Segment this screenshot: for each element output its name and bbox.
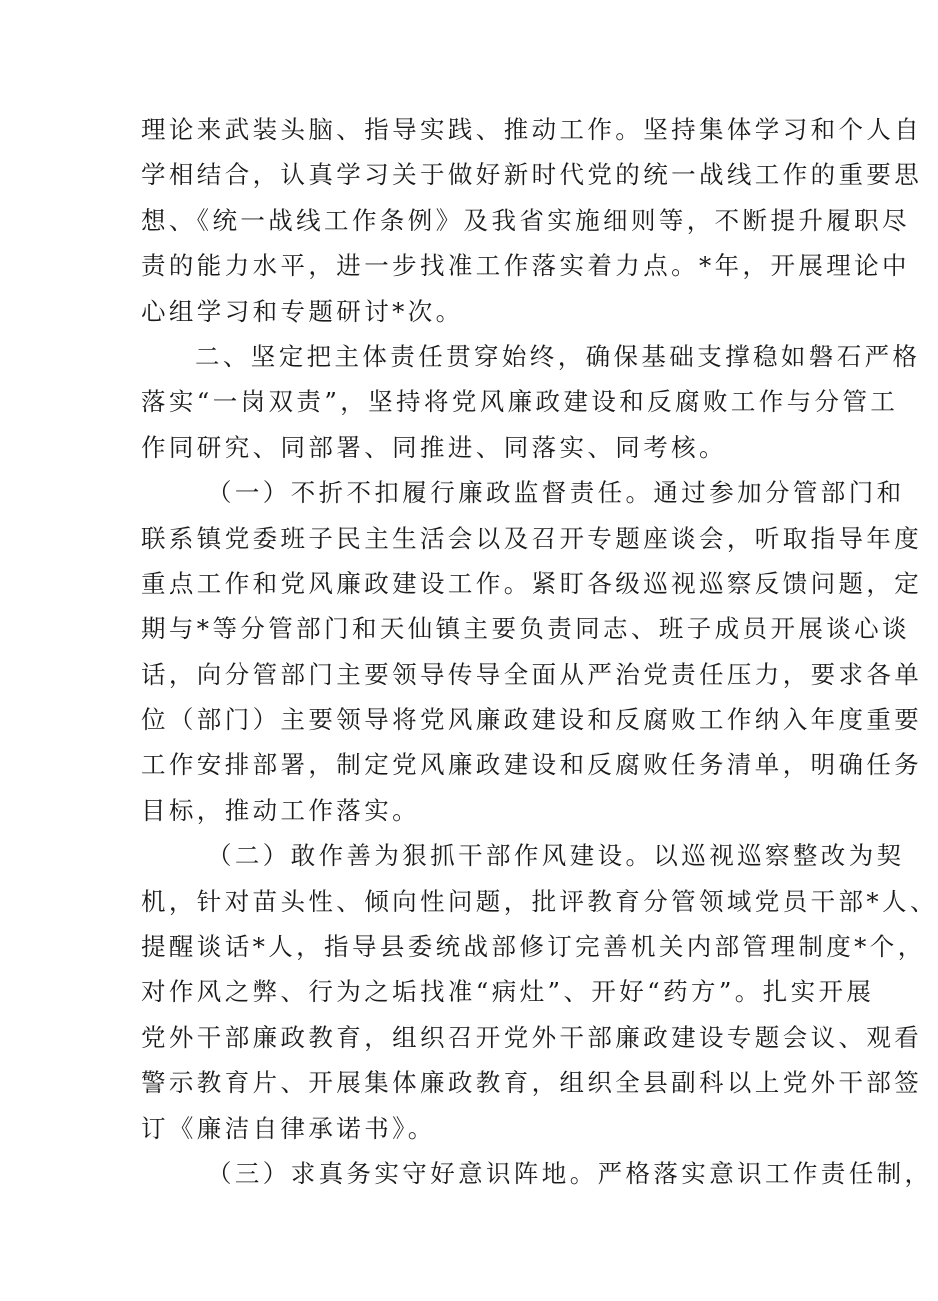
subsection-heading-line: （二）敢作善为狠抓干部作风建设。以巡视巡察整改为契 <box>207 841 905 871</box>
paragraph-line: 提醒谈话*人，指导县委统战部修订完善机关内部管理制度*个， <box>141 932 926 962</box>
paragraph-line: 联系镇党委班子民主生活会以及召开专题座谈会，听取指导年度 <box>141 523 923 553</box>
paragraph-line: 作同研究、同部署、同推进、同落实、同考核。 <box>141 432 727 462</box>
paragraph-line: 学相结合，认真学习关于做好新时代党的统一战线工作的重要思 <box>141 160 923 190</box>
paragraph-line: 话，向分管部门主要领导传导全面从严治党责任压力，要求各单 <box>141 659 923 689</box>
section-heading-line: 二、坚定把主体责任贯穿始终，确保基础支撑稳如磐石严格 <box>195 341 921 371</box>
paragraph-line: 责的能力水平，进一步找准工作落实着力点。*年，开展理论中 <box>141 251 910 281</box>
paragraph-line: 警示教育片、开展集体廉政教育，组织全县副科以上党外干部签 <box>141 1068 923 1098</box>
subsection-heading-line: （三）求真务实守好意识阵地。严格落实意识工作责任制， <box>207 1158 933 1188</box>
document-body <box>141 107 938 1196</box>
paragraph-line: 订《廉洁自律承诺书》。 <box>141 1113 436 1143</box>
paragraph-line: 工作安排部署，制定党风廉政建设和反腐败任务清单，明确任务 <box>141 750 923 780</box>
paragraph-line: 机，针对苗头性、倾向性问题，批评教育分管领域党员干部*人、 <box>141 886 938 916</box>
paragraph-line: 期与*等分管部门和天仙镇主要负责同志、班子成员开展谈心谈 <box>141 614 910 644</box>
subsection-heading-line: （一）不折不扣履行廉政监督责任。通过参加分管部门和 <box>207 478 905 508</box>
paragraph-line: 目标，推动工作落实。 <box>141 795 420 825</box>
paragraph-line: 党外干部廉政教育，组织召开党外干部廉政建设专题会议、观看 <box>141 1022 923 1052</box>
paragraph-line: 落实“一岗双责”，坚持将党风廉政建设和反腐败工作与分管工 <box>141 387 899 417</box>
paragraph-line: 重点工作和党风廉政建设工作。紧盯各级巡视巡察反馈问题，定 <box>141 568 923 598</box>
paragraph-line: 理论来武装头脑、指导实践、推动工作。坚持集体学习和个人自 <box>141 115 923 144</box>
paragraph-line: 位（部门）主要领导将党风廉政建设和反腐败工作纳入年度重要 <box>141 705 923 735</box>
paragraph-line: 心组学习和专题研讨*次。 <box>141 296 464 326</box>
paragraph-line: 对作风之弊、行为之垢找准“病灶”、开好“药方”。扎实开展 <box>141 977 875 1007</box>
paragraph-line: 想、《统一战线工作条例》及我省实施细则等，不断提升履职尽 <box>141 205 910 235</box>
